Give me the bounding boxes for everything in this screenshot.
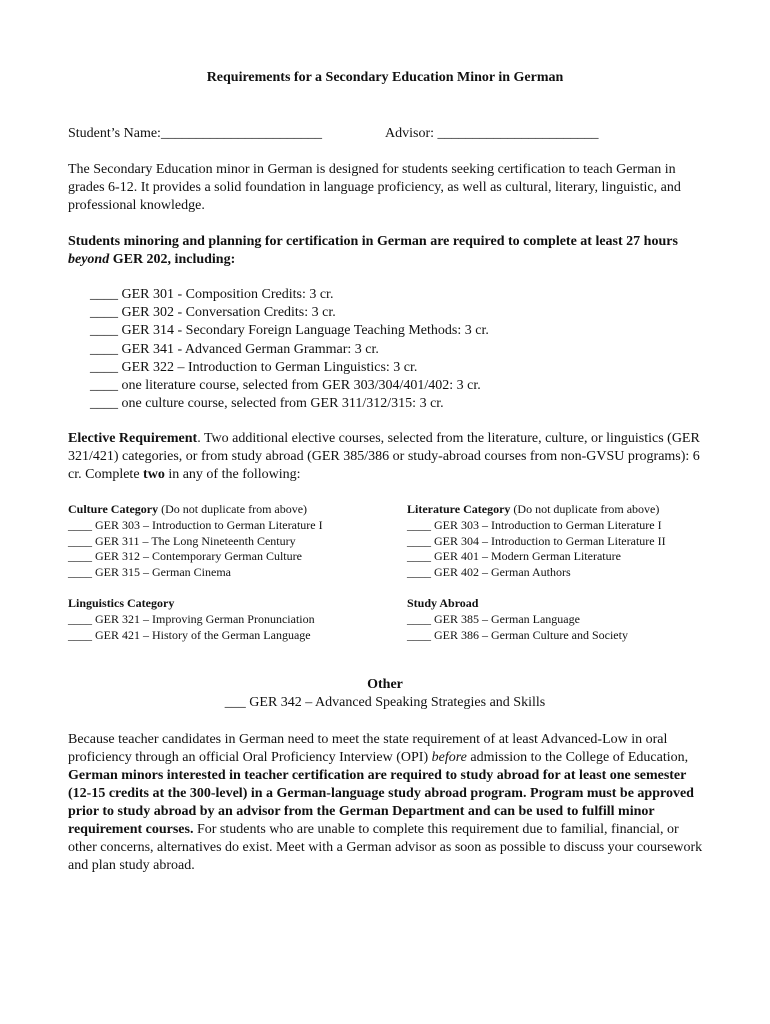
study-abroad-item: ____ GER 385 – German Language bbox=[407, 611, 580, 626]
study-abroad-item: ____ GER 386 – German Culture and Society bbox=[407, 627, 628, 642]
requirement-heading-part2: GER 202, including: bbox=[109, 252, 236, 267]
advisor-line bbox=[385, 126, 599, 142]
culture-category bbox=[68, 502, 323, 581]
closing-emphasis: before bbox=[431, 750, 467, 765]
closing-part3: For students who are unable to complete this requirement due to familial, financial, or other concerns, alternatives do exist. Meet with a German advisor as soon as possible to discuss your coursework and plan study abroad. bbox=[68, 822, 703, 873]
study-abroad-category bbox=[407, 596, 628, 643]
requirement-heading bbox=[68, 233, 708, 269]
literature-item: ____ GER 401 – Modern German Literature bbox=[407, 549, 621, 564]
elective-label: Elective Requirement bbox=[68, 431, 198, 446]
closing-paragraph bbox=[68, 731, 708, 875]
elective-text2: in any of the following: bbox=[164, 467, 301, 482]
closing-part1: Because teacher candidates in German need to meet the state requirement of at least Advanced-Low in oral proficiency through an official Oral Proficiency Interview (OPI) bbox=[68, 732, 668, 765]
culture-item: ____ GER 311 – The Long Nineteenth Century bbox=[68, 533, 296, 548]
literature-item: ____ GER 303 – Introduction to German Literature I bbox=[407, 517, 662, 532]
linguistics-item: ____ GER 421 – History of the German Language bbox=[68, 627, 311, 642]
requirement-heading-emphasis: beyond bbox=[68, 252, 110, 267]
student-name-line bbox=[68, 126, 322, 142]
intro-paragraph: The Secondary Education minor in German is designed for students seeking certification to teach German in grades 6-12. It provides a solid foundation in language proficiency, as well as cultural, literary, linguistic, and professional knowledge. bbox=[68, 162, 681, 213]
other-heading: Other bbox=[367, 677, 403, 692]
required-course-item: ____ one culture course, selected from GER 311/312/315: 3 cr. bbox=[90, 396, 444, 412]
required-course-item: ____ one literature course, selected from GER 303/304/401/402: 3 cr. bbox=[90, 378, 481, 394]
linguistics-item: ____ GER 321 – Improving German Pronunciation bbox=[68, 611, 315, 626]
closing-bold: German minors interested in teacher certification are required to study abroad for at least one semester (12-15 credits at the 300-level) in a German-language study abroad program. Program must be approved prior to study abroad by an advisor from the German Department and can be used to fulfill minor requirement courses. bbox=[68, 768, 694, 837]
literature-heading: Literature Category bbox=[407, 502, 511, 516]
culture-heading: Culture Category bbox=[68, 502, 159, 516]
elective-text1: . Two additional elective courses, selected from the literature, culture, or linguistics (GER 321/421) categories, or from study abroad (GER 385/386 or study-abroad courses from non-GVSU programs): 6 cr. Complete bbox=[68, 431, 700, 482]
culture-item: ____ GER 315 – German Cinema bbox=[68, 565, 231, 580]
linguistics-heading: Linguistics Category bbox=[68, 596, 175, 610]
closing-part2: admission to the College of Education, bbox=[466, 750, 689, 765]
elective-paragraph bbox=[68, 430, 708, 484]
study-abroad-heading: Study Abroad bbox=[407, 596, 479, 610]
advisor-label: Advisor: bbox=[385, 126, 434, 141]
elective-emphasis: two bbox=[143, 467, 165, 482]
student-name-blank: _______________________ bbox=[160, 126, 322, 141]
required-course-item: ____ GER 322 – Introduction to German Linguistics: 3 cr. bbox=[90, 359, 418, 375]
document-title: Requirements for a Secondary Education Minor in German bbox=[206, 70, 564, 85]
required-course-item: ____ GER 301 - Composition Credits: 3 cr. bbox=[90, 287, 334, 302]
literature-item: ____ GER 402 – German Authors bbox=[407, 565, 571, 580]
linguistics-category bbox=[68, 596, 315, 643]
literature-category bbox=[407, 502, 666, 581]
literature-note: (Do not duplicate from above) bbox=[510, 502, 660, 516]
required-course-item: ____ GER 314 - Secondary Foreign Language Teaching Methods: 3 cr. bbox=[90, 323, 489, 339]
required-course-item: ____ GER 341 - Advanced German Grammar: 3 cr. bbox=[90, 341, 379, 357]
culture-item: ____ GER 312 – Contemporary German Culture bbox=[68, 549, 302, 564]
student-name-label: Student’s Name: bbox=[68, 126, 161, 141]
culture-note: (Do not duplicate from above) bbox=[158, 502, 308, 516]
requirement-heading-part1: Students minoring and planning for certification in German are required to complete at least 27 hours bbox=[68, 234, 678, 249]
required-course-list bbox=[90, 286, 489, 413]
advisor-blank: _______________________ bbox=[437, 126, 599, 141]
culture-item: ____ GER 303 – Introduction to German Literature I bbox=[68, 517, 323, 532]
literature-item: ____ GER 304 – Introduction to German Literature II bbox=[407, 533, 666, 548]
required-course-item: ____ GER 302 - Conversation Credits: 3 cr. bbox=[90, 305, 336, 321]
other-item: ___ GER 342 – Advanced Speaking Strategies and Skills bbox=[224, 695, 546, 710]
